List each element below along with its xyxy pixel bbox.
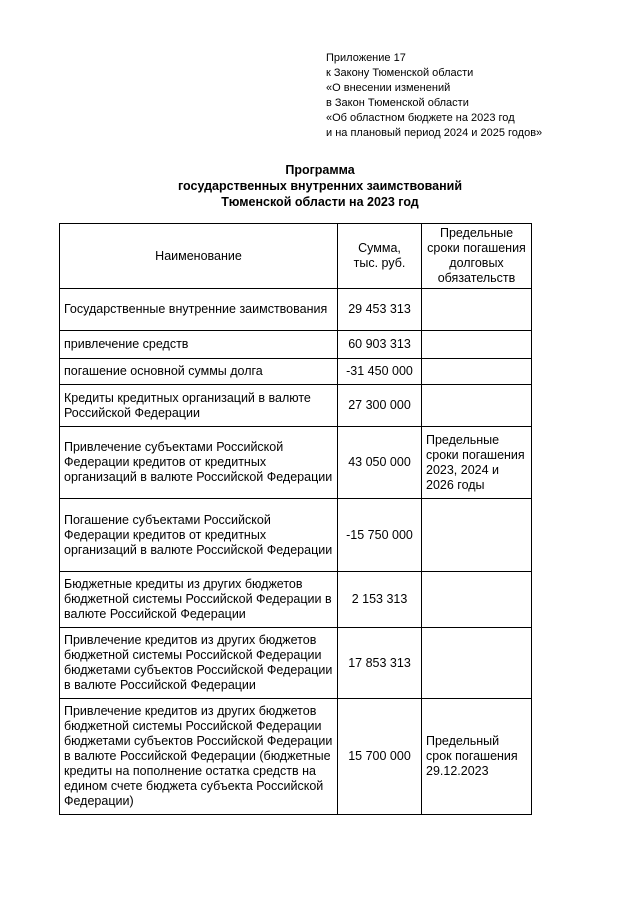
table-row [60,331,532,359]
row-name: привлечение средств [60,331,338,359]
row-name: Бюджетные кредиты из других бюджетов бюджетной системы Российской Федерации в валюте Российской Федерации [60,572,338,628]
row-terms [422,572,532,628]
table-header-row [60,224,532,289]
row-name: Привлечение субъектами Российской Федерации кредитов от кредитных организаций в валюте Российской Федерации [60,427,338,499]
table-row [60,628,532,699]
row-terms [422,359,532,385]
row-name: Погашение субъектами Российской Федерации кредитов от кредитных организаций в валюте Российской Федерации [60,499,338,572]
row-amount: -15 750 000 [338,499,422,572]
appendix-line: к Закону Тюменской области [326,67,474,79]
table-row [60,289,532,331]
title-line: Программа [285,163,355,177]
row-name: Кредиты кредитных организаций в валюте Российской Федерации [60,385,338,427]
table-row [60,385,532,427]
row-terms: Предельные сроки погашения 2023, 2024 и 2026 годы [422,427,532,499]
row-amount: 60 903 313 [338,331,422,359]
row-name: Привлечение кредитов из других бюджетов бюджетной системы Российской Федерации бюджетами субъектов Российской Федерации в валюте Российской Федерации [60,628,338,699]
header-name: Наименование [60,224,338,289]
row-name: Привлечение кредитов из других бюджетов бюджетной системы Российской Федерации бюджетами субъектов Российской Федерации в валюте Российской Федерации (бюджетные кредиты на пополнение остатка средств на едином счете бюджета субъекта Российской Федерации) [60,699,338,815]
appendix-line: и на плановый период 2024 и 2025 годов» [326,127,543,139]
row-amount: 43 050 000 [338,427,422,499]
table-row [60,427,532,499]
row-amount: 29 453 313 [338,289,422,331]
header-terms: Предельные сроки погашения долговых обязательств [422,224,532,289]
row-name: погашение основной суммы долга [60,359,338,385]
row-amount: -31 450 000 [338,359,422,385]
row-terms [422,331,532,359]
table-row [60,499,532,572]
appendix-line: «Об областном бюджете на 2023 год [326,112,515,124]
document-title [0,162,640,210]
title-line: Тюменской области на 2023 год [221,195,419,209]
borrowing-program-table [59,223,532,815]
row-terms [422,385,532,427]
appendix-line: Приложение 17 [326,52,406,64]
row-amount: 27 300 000 [338,385,422,427]
row-terms [422,289,532,331]
row-amount: 17 853 313 [338,628,422,699]
appendix-header [326,51,542,141]
appendix-line: «О внесении изменений [326,82,451,94]
row-name: Государственные внутренние заимствования [60,289,338,331]
table-row [60,699,532,815]
header-amount: Сумма, тыс. руб. [338,224,422,289]
table-row [60,359,532,385]
row-amount: 15 700 000 [338,699,422,815]
table-row [60,572,532,628]
row-terms: Предельный срок погашения 29.12.2023 [422,699,532,815]
appendix-line: в Закон Тюменской области [326,97,469,109]
row-terms [422,499,532,572]
row-terms [422,628,532,699]
row-amount: 2 153 313 [338,572,422,628]
title-line: государственных внутренних заимствований [177,179,462,193]
